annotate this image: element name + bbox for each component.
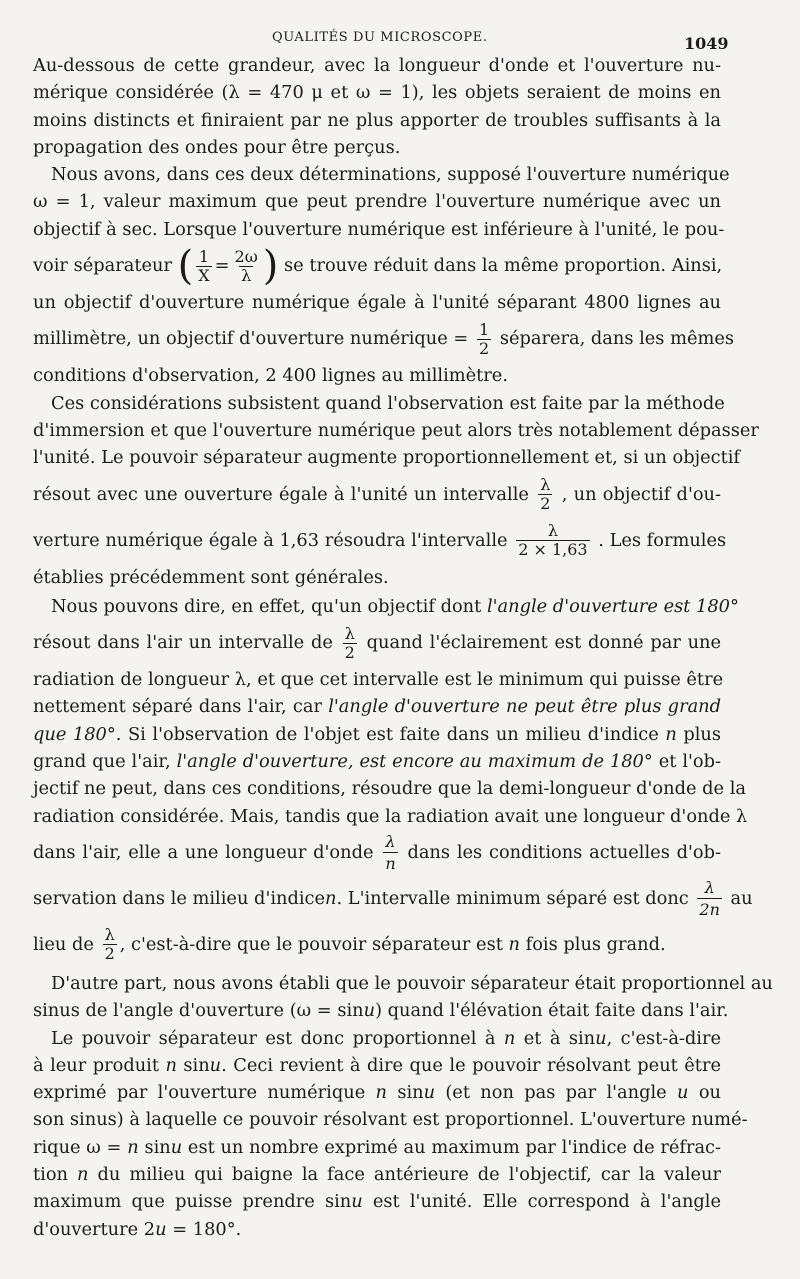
text-span: sin <box>183 1054 210 1076</box>
text-line: radiation de longueur λ, et que cet intervalle est le minimum qui puisse être <box>33 669 724 691</box>
denominator: 2n <box>699 900 720 920</box>
italic-var: n <box>665 723 677 745</box>
running-head: QUALITÉS DU MICROSCOPE. <box>272 30 488 45</box>
italic-var: u <box>209 1054 222 1076</box>
italic-var: n <box>77 1164 89 1186</box>
italic-var: u <box>423 1082 436 1104</box>
text-span: tion <box>33 1164 68 1186</box>
text-span: résout avec une ouverture égale à l'unité un intervalle <box>33 483 529 505</box>
text-line <box>33 620 721 666</box>
text-line: d'immersion et que l'ouverture numérique peut alors très notablement dépasser <box>33 419 759 441</box>
text-line <box>33 1079 721 1106</box>
fraction <box>538 477 552 512</box>
numerator: λ <box>344 623 355 643</box>
text-line <box>33 472 721 518</box>
text-line: établies précédemment sont générales. <box>33 566 389 588</box>
text-line: l'unité. Le pouvoir séparateur augmente proportionnellement et, si un objectif <box>33 447 741 469</box>
text-span: lieu de <box>33 933 94 955</box>
italic-var: u <box>170 1136 183 1158</box>
text-line: D'autre part, nous avons établi que le pouvoir séparateur était proportionnel au <box>51 972 773 994</box>
denominator: 2 <box>478 338 490 358</box>
text-span: séparera, dans les mêmes <box>499 328 734 350</box>
text-span: au <box>730 887 753 909</box>
numerator: λ <box>104 925 115 945</box>
text-line: Nous avons, dans ces deux déterminations, supposé l'ouverture numérique <box>51 164 730 186</box>
italic-var: u <box>677 1082 689 1104</box>
page-number: 1049 <box>684 34 729 53</box>
page-header <box>0 26 800 54</box>
italic-var: n <box>325 887 337 909</box>
fraction <box>477 319 491 358</box>
text-line <box>33 922 721 968</box>
text-line: mérique considérée (λ = 470 μ et ω = 1), les objets seraient de moins en <box>33 82 721 104</box>
text-span: . Les formules <box>598 529 727 551</box>
numerator: λ <box>540 475 551 495</box>
italic-var: u <box>155 1218 167 1240</box>
text-line <box>33 1216 721 1243</box>
italic-var: n <box>127 1136 139 1158</box>
text-span: sinus de l'angle d'ouverture (ω = sin <box>33 1000 364 1022</box>
formula-resolving-power <box>177 243 279 290</box>
fraction <box>196 246 211 285</box>
text-span: servation dans le milieu d'indice <box>33 887 326 909</box>
italic-var: n <box>508 933 520 955</box>
italic-var: n <box>165 1054 177 1076</box>
text-span: nettement séparé dans l'air, car <box>33 696 322 718</box>
open-paren: ( <box>177 243 194 290</box>
fraction <box>516 523 589 558</box>
numerator: λ <box>385 832 396 852</box>
text-span: , c'est-à-dire <box>606 1027 722 1049</box>
text-line <box>33 1134 721 1161</box>
numerator: 1 <box>478 319 490 339</box>
fraction <box>383 832 397 873</box>
italic-span: l'angle d'ouverture est 180° <box>486 595 739 617</box>
text-span: Le pouvoir séparateur est donc proportionnel à <box>51 1027 496 1049</box>
text-span: voir séparateur <box>33 255 172 277</box>
denominator: X <box>198 265 210 285</box>
text-span: ) quand l'élévation était faite dans l'air. <box>375 1000 729 1022</box>
text-line <box>33 693 721 720</box>
text-span: résout dans l'air un intervalle de <box>33 632 333 654</box>
text-span: rique ω = <box>33 1136 122 1158</box>
numerator: λ <box>704 878 715 898</box>
text-span: exprimé par l'ouverture numérique <box>33 1082 366 1104</box>
denominator: 2 <box>104 944 115 964</box>
text-line <box>33 876 753 922</box>
body-text <box>33 52 773 1243</box>
text-span: et à sin <box>523 1027 596 1049</box>
text-line <box>33 593 739 620</box>
text-span: . Ceci revient à dire que le pouvoir résolvant peut être <box>221 1054 721 1076</box>
text-span: plus <box>683 723 721 745</box>
italic-span: l'angle d'ouverture, est encore au maximum de 180° <box>176 751 653 773</box>
text-span: . L'intervalle minimum séparé est donc <box>336 887 689 909</box>
text-span: , un objectif d'ou- <box>561 483 721 505</box>
text-span: Nous pouvons dire, en effet, qu'un objectif dont <box>51 595 482 617</box>
text-line: objectif à sec. Lorsque l'ouverture numérique est inférieure à l'unité, le pou- <box>33 218 725 240</box>
italic-span: l'angle d'ouverture ne peut être plus grand <box>328 696 722 718</box>
fraction <box>233 246 260 285</box>
text-line: Au-dessous de cette grandeur, avec la longueur d'onde et l'ouverture nu- <box>33 55 721 76</box>
text-line <box>33 243 721 289</box>
text-line: conditions d'observation, 2 400 lignes au millimètre. <box>33 365 508 387</box>
text-line: propagation des ondes pour être perçus. <box>33 136 401 158</box>
text-span: d'ouverture 2 <box>33 1218 156 1240</box>
text-span: se trouve réduit dans la même proportion. Ainsi, <box>284 255 723 277</box>
fraction <box>343 623 357 662</box>
text-span: est l'unité. Elle correspond à l'angle <box>372 1191 721 1213</box>
text-span: du milieu qui baigne la face antérieure de l'objectif, car la valeur <box>97 1164 722 1186</box>
denominator: 2 <box>540 494 551 514</box>
text-line <box>33 316 734 362</box>
text-line: radiation considérée. Mais, tandis que la radiation avait une longueur d'onde λ <box>33 805 748 827</box>
text-line <box>33 518 727 564</box>
text-line: ω = 1, valeur maximum que peut prendre l'ouverture numérique avec un <box>33 191 721 213</box>
text-span: dans les conditions actuelles d'ob- <box>407 841 722 863</box>
text-line <box>33 997 729 1024</box>
text-span: est un nombre exprimé au maximum par l'indice de réfrac- <box>187 1136 722 1158</box>
text-span: ou <box>698 1082 721 1104</box>
text-line <box>33 830 721 876</box>
denominator: λ <box>241 265 252 285</box>
text-span: quand l'éclairement est donné par une <box>366 632 722 654</box>
numerator: λ <box>547 521 558 541</box>
text-span: à leur produit <box>33 1054 159 1076</box>
text-line <box>33 748 721 775</box>
text-span: millimètre, un objectif d'ouverture numérique = <box>33 328 469 350</box>
text-span: grand que l'air, <box>33 751 171 773</box>
italic-var: u <box>351 1191 363 1213</box>
text-line: moins distincts et finiraient par ne plus apporter de troubles suffisants à la <box>33 109 721 131</box>
denominator: 2 <box>344 642 355 662</box>
text-line: un objectif d'ouverture numérique égale à l'unité séparant 4800 lignes au <box>33 292 721 314</box>
close-paren: ) <box>262 243 279 290</box>
text-span: (et non pas par l'angle <box>445 1082 667 1104</box>
denominator: 2 × 1,63 <box>518 540 588 560</box>
text-span: fois plus grand. <box>525 933 666 955</box>
italic-var: u <box>363 1000 376 1022</box>
numerator: 1 <box>198 246 209 266</box>
text-span: = 180°. <box>172 1218 242 1240</box>
fraction <box>697 878 721 919</box>
text-line: jectif ne peut, dans ces conditions, résoudre que la demi-longueur d'onde de la <box>33 778 746 800</box>
text-line <box>33 1161 721 1188</box>
text-span: verture numérique égale à 1,63 résoudra l'intervalle <box>33 529 508 551</box>
denominator: n <box>385 854 396 874</box>
text-span: Si l'observation de l'objet est faite dans un milieu d'indice <box>127 723 659 745</box>
text-span: sin <box>397 1082 424 1104</box>
text-line <box>33 721 721 748</box>
text-span: , c'est-à-dire que le pouvoir séparateur est <box>119 933 503 955</box>
text-span: maximum que puisse prendre sin <box>33 1191 352 1213</box>
equals-sign: = <box>214 255 230 277</box>
italic-var: n <box>375 1082 387 1104</box>
text-line <box>33 1025 721 1052</box>
text-span: et l'ob- <box>658 751 722 773</box>
text-line <box>33 1188 721 1215</box>
numerator: 2ω <box>234 246 258 266</box>
italic-span: que 180°. <box>33 723 122 745</box>
text-span: dans l'air, elle a une longueur d'onde <box>33 841 374 863</box>
fraction <box>103 927 117 962</box>
text-span: sin <box>144 1136 171 1158</box>
text-line: Ces considérations subsistent quand l'observation est faite par la méthode <box>51 392 725 414</box>
italic-var: u <box>595 1027 607 1049</box>
text-line <box>33 1052 721 1079</box>
text-line: son sinus) à laquelle ce pouvoir résolvant est proportionnel. L'ouverture numé- <box>33 1109 748 1131</box>
italic-var: n <box>503 1027 516 1049</box>
